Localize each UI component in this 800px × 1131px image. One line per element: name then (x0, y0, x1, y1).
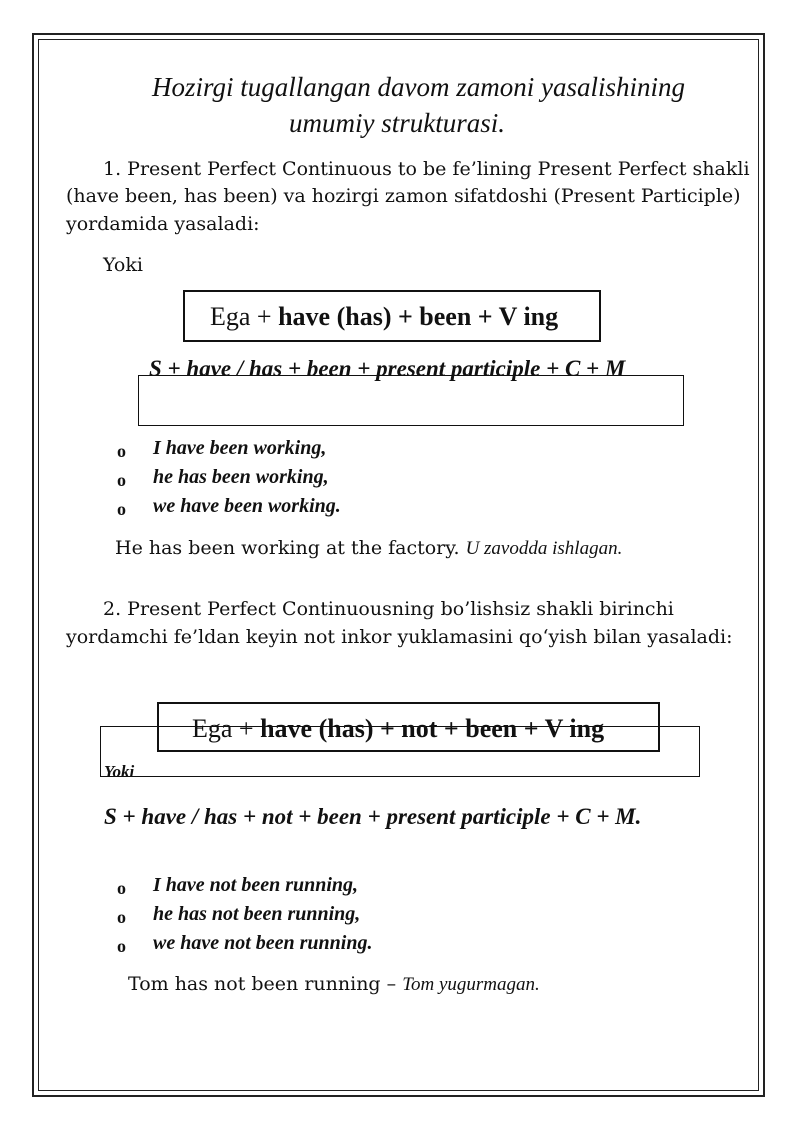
example-sentence-1-translation: U zavodda ishlagan. (465, 538, 623, 559)
section2-paragraph-line1: 2. Present Perfect Continuousning bo’lishsiz shakli birinchi (103, 598, 674, 620)
section1-yoki: Yoki (103, 254, 143, 276)
bullet-marker: o (117, 936, 126, 956)
section1-paragraph-line2: (have been, has been) va hozirgi zamon sifatdoshi (Present Participle) (66, 185, 741, 207)
section1-paragraph-line1: 1. Present Perfect Continuous to be fe’lining Present Perfect shakli (103, 158, 750, 180)
example-sentence-1-english: He has been working at the factory. (115, 537, 460, 559)
example-sentence-2 (128, 973, 540, 996)
formula-box-2-ega: Ega + (192, 714, 261, 743)
example-item: I have not been running, (153, 874, 359, 896)
section2-yoki: Yoki (104, 762, 135, 781)
example-sentence-2-translation: Tom yugurmagan. (402, 974, 540, 995)
formula-line-1: S + have / has + been + present participle + C + M (149, 356, 626, 381)
formula-box-1-text (210, 302, 558, 332)
page-title-line1: Hozirgi tugallangan davom zamoni yasalishining (152, 72, 686, 102)
example-sentence-1 (115, 537, 622, 560)
bullet-marker: o (117, 878, 126, 898)
page-title-line2: umumiy strukturasi. (289, 108, 505, 138)
example-item: I have been working, (153, 437, 327, 459)
bullet-marker: o (117, 441, 126, 461)
bullet-marker: o (117, 470, 126, 490)
example-item: he has been working, (153, 466, 329, 488)
section1-paragraph-line3: yordamida yasaladi: (66, 213, 260, 235)
bullet-marker: o (117, 907, 126, 927)
formula-box-1-rest: have (has) + been + V ing (271, 302, 559, 331)
formula-box-2-text (192, 714, 604, 744)
bullet-marker: o (117, 499, 126, 519)
formula-box-2-rest: have (has) + not + been + V ing (260, 714, 605, 743)
example-sentence-2-english: Tom has not been running – (128, 973, 397, 995)
example-item: we have not been running. (153, 932, 373, 954)
formula-box-1b (138, 375, 684, 426)
section2-paragraph-line2: yordamchi fe’ldan keyin not inkor yuklamasini qo‘yish bilan yasaladi: (66, 626, 733, 648)
example-item: we have been working. (153, 495, 341, 517)
example-item: he has not been running, (153, 903, 361, 925)
formula-box-1-ega: Ega + (210, 302, 272, 331)
formula-line-2: S + have / has + not + been + present participle + C + M. (104, 804, 642, 829)
